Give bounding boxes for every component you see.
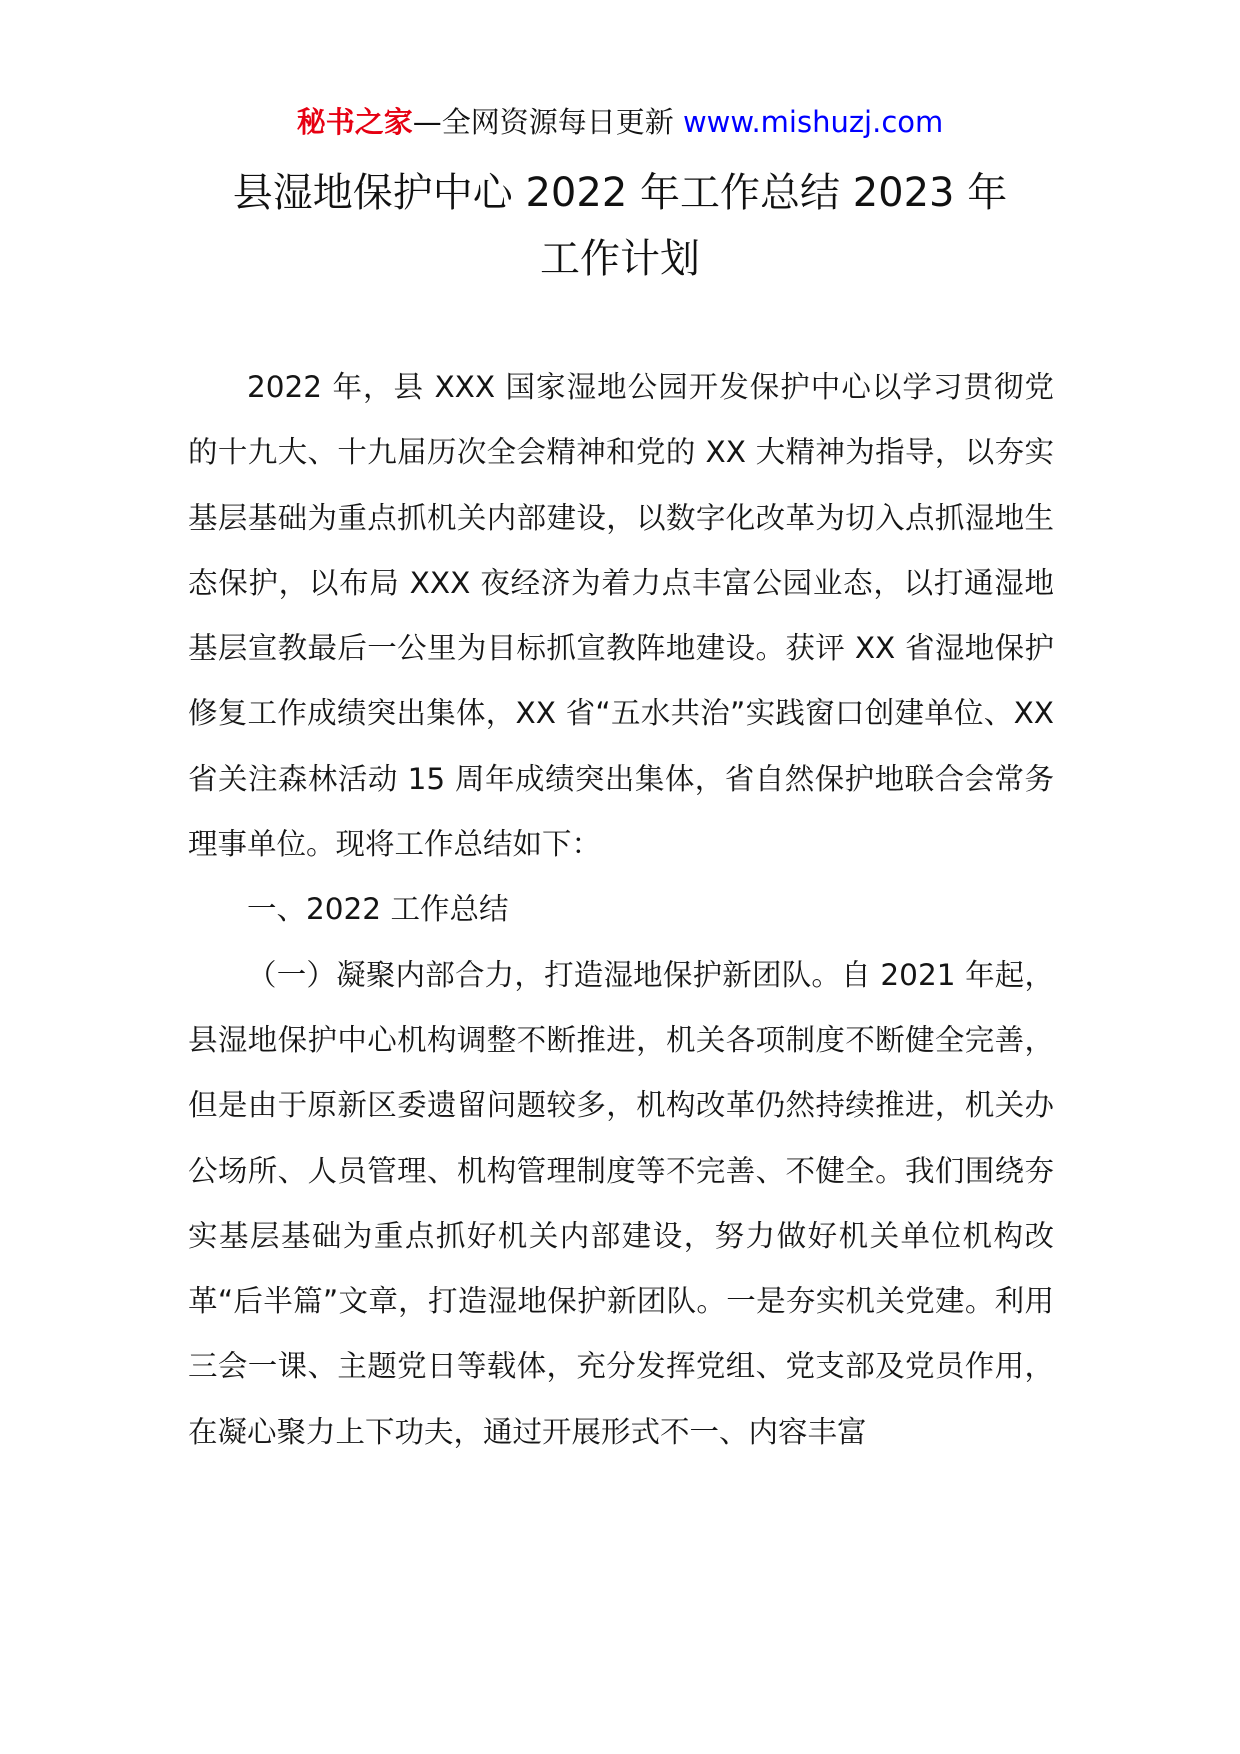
- document-title: [150, 160, 1090, 292]
- title-line-1: 县湿地保护中心 2022 年工作总结 2023 年: [232, 170, 1008, 216]
- brand-name: 秘书之家: [296, 105, 413, 139]
- title-line-2: 工作计划: [540, 236, 700, 282]
- intro-paragraph: 2022 年，县 XXX 国家湿地公园开发保护中心以学习贯彻党的十九大、十九届历次全会精神和党的 XX 大精神为指导，以夯实基层基础为重点抓机关内部建设，以数字化改革为切入点抓湿地生态保护，以布局 XXX 夜经济为着力点丰富公园业态，以打通湿地基层宣教最后一公里为目标抓宣教阵地建设。获评 XX 省湿地保护修复工作成绩突出集体，XX 省“五水共治”实践窗口创建单位、XX 省关注森林活动 15 周年成绩突出集体，省自然保护地联合会常务理事单位。现将工作总结如下：: [188, 370, 1054, 862]
- section-heading: 一、2022 工作总结: [247, 892, 509, 927]
- header-tagline: —全网资源每日更新: [412, 105, 683, 139]
- subsection-paragraph: （一）凝聚内部合力，打造湿地保护新团队。自 2021 年起，县湿地保护中心机构调整不断推进，机关各项制度不断健全完善，但是由于原新区委遗留问题较多，机构改革仍然持续推进，机关办公场所、人员管理、机构管理制度等不完善、不健全。我们围绕夯实基层基础为重点抓好机关内部建设，努力做好机关单位机构改革“后半篇”文章，打造湿地保护新团队。一是夯实机关党建。利用三会一课、主题党日等载体，充分发挥党组、党支部及党员作用，在凝心聚力上下功夫，通过开展形式不一、内容丰富: [188, 957, 1054, 1449]
- document-body: [188, 355, 1054, 1465]
- site-url-link[interactable]: www.mishuzj.com: [682, 105, 944, 139]
- header-banner: [0, 100, 1240, 144]
